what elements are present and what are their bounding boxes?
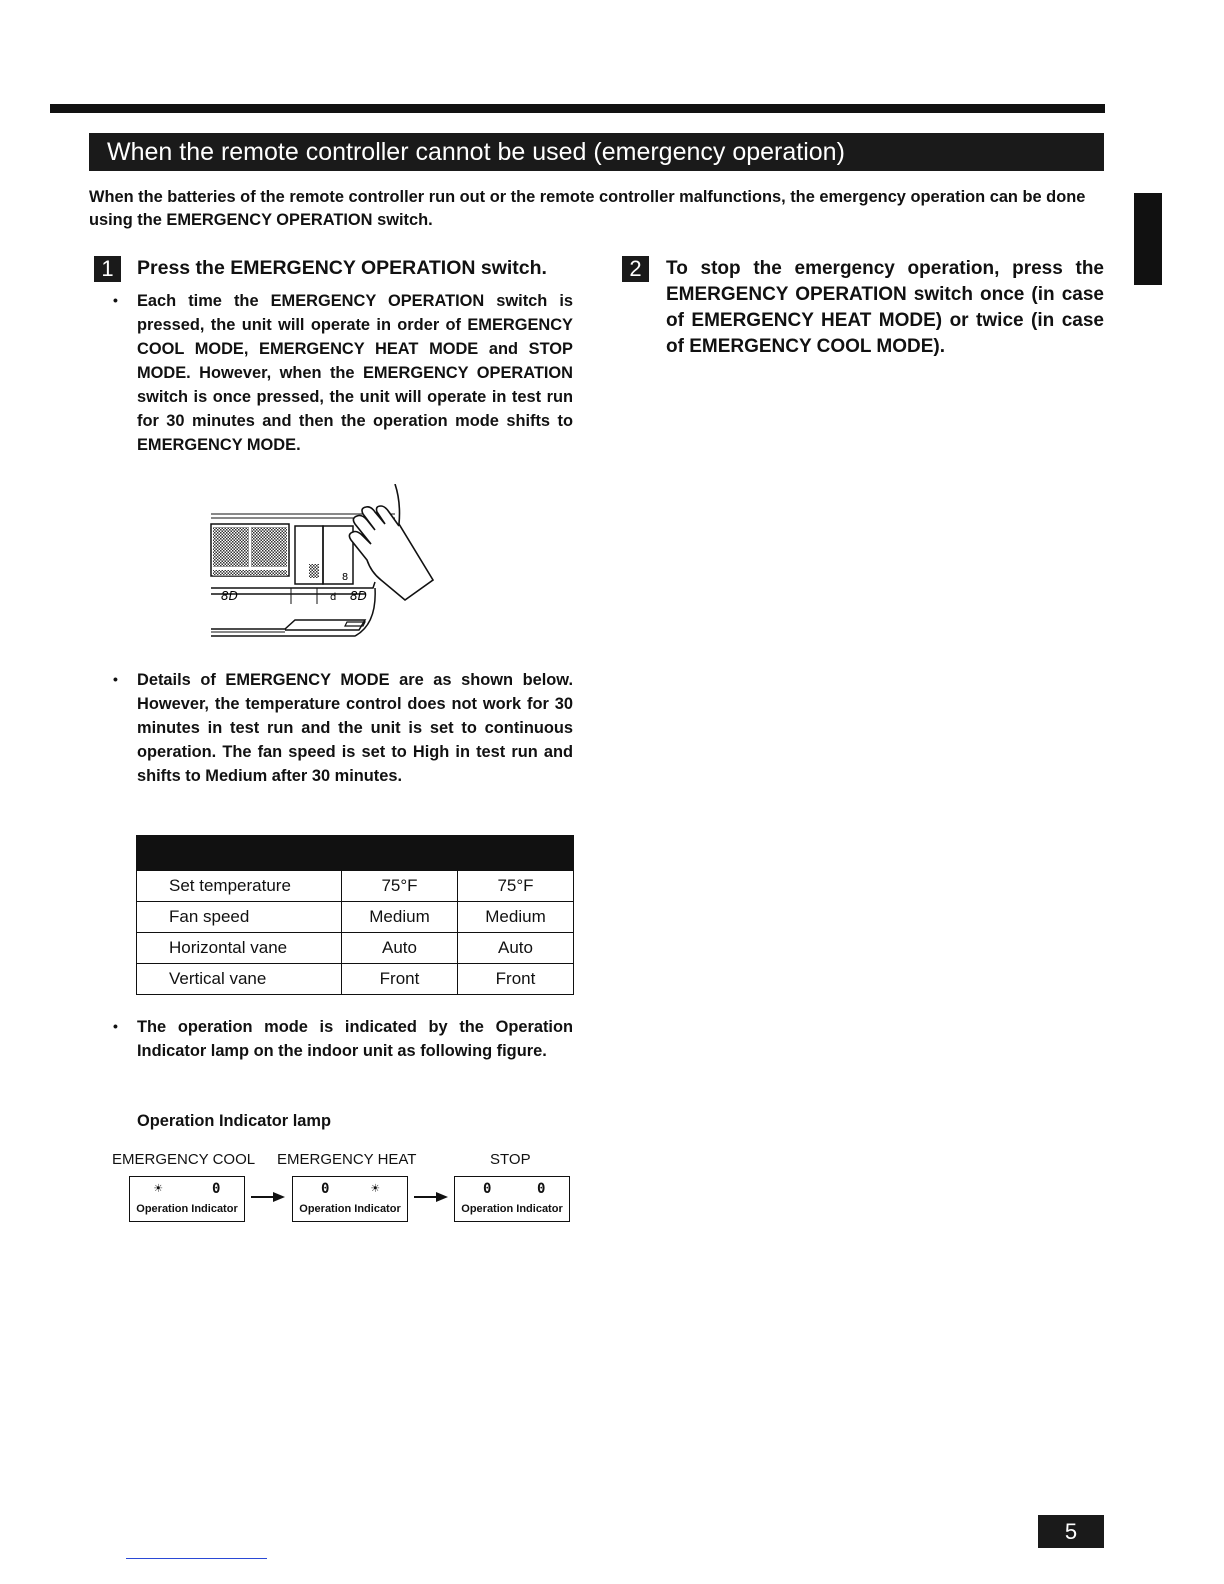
bullet-dot: • <box>113 292 118 308</box>
svg-text:8: 8 <box>341 572 349 583</box>
top-rule <box>50 104 1105 113</box>
emergency-mode-table <box>136 835 574 995</box>
lamp-mode-label: STOP <box>490 1151 531 1168</box>
arrow-right-icon <box>412 1191 450 1203</box>
step-1-bullet-1: Each time the EMERGENCY OPERATION switch is pressed, the unit will operate in order of EMERGENCY COOL MODE, EMERGENCY HEAT MODE and STOP MODE. However, when the EMERGENCY OPERATION switch is once pressed, the unit will operate in test run for 30 minutes and then the operation mode shifts to EMERGENCY MODE. <box>137 292 573 454</box>
table-row <box>137 933 574 964</box>
lamp-caption: Operation Indicator <box>299 1203 401 1215</box>
step-2-text: To stop the emergency operation, press the EMERGENCY OPERATION switch once (in case of EMERGENCY HEAT MODE) or twice (in case of EMERGENCY COOL MODE). <box>666 258 1104 357</box>
lamp-on-icon: ☀ <box>154 1181 163 1197</box>
bullet-dot: • <box>113 671 118 687</box>
page-number: 5 <box>1038 1515 1104 1548</box>
table-row <box>137 902 574 933</box>
lamp-section-title: Operation Indicator lamp <box>137 1112 331 1130</box>
step-1-bullet-3: The operation mode is indicated by the Operation Indicator lamp on the indoor unit as following figure. <box>137 1018 573 1060</box>
table-cell: Front <box>458 964 574 995</box>
svg-text:8D: 8D <box>221 589 238 603</box>
lamp-indicator-cool <box>129 1176 245 1222</box>
table-header-row <box>137 836 574 871</box>
intro-paragraph: When the batteries of the remote controller run out or the remote controller malfunctions, the emergency operation can be done using the EMERGENCY OPERATION switch. <box>89 188 1086 229</box>
blue-underline <box>126 1558 267 1559</box>
lamp-on-icon: ☀ <box>371 1181 380 1197</box>
step-1-bullet-2: Details of EMERGENCY MODE are as shown below. However, the temperature control does not work for 30 minutes in test run and the unit is set to continuous operation. The fan speed is set to High in test run and shifts to Medium after 30 minutes. <box>137 671 573 785</box>
lamp-mode-label: EMERGENCY HEAT <box>277 1151 417 1168</box>
step-2-number: 2 <box>622 256 649 282</box>
svg-text:8D: 8D <box>350 589 367 603</box>
lamp-indicator-stop <box>454 1176 570 1222</box>
table-cell: Auto <box>342 933 458 964</box>
table-row <box>137 964 574 995</box>
indoor-unit-illustration <box>205 484 440 644</box>
bullet-dot: • <box>113 1018 118 1034</box>
lamp-off-icon: 0 <box>537 1181 546 1197</box>
table-cell: Medium <box>342 902 458 933</box>
lamp-caption: Operation Indicator <box>461 1203 563 1215</box>
lamp-off-icon: 0 <box>321 1181 330 1197</box>
table-cell: Vertical vane <box>137 964 342 995</box>
table-cell: Horizontal vane <box>137 933 342 964</box>
lamp-off-icon: 0 <box>483 1181 492 1197</box>
table-cell: Auto <box>458 933 574 964</box>
step-1-title: Press the EMERGENCY OPERATION switch. <box>137 257 547 279</box>
lamp-indicator-heat <box>292 1176 408 1222</box>
table-cell: 75°F <box>342 871 458 902</box>
step-1-number: 1 <box>94 256 121 282</box>
lamp-off-icon: 0 <box>212 1181 221 1197</box>
table-cell: Fan speed <box>137 902 342 933</box>
table-cell: Set temperature <box>137 871 342 902</box>
lamp-mode-label: EMERGENCY COOL <box>112 1151 256 1168</box>
side-tab-marker <box>1134 193 1162 285</box>
arrow-right-icon <box>249 1191 287 1203</box>
svg-text:d: d <box>330 592 337 603</box>
lamp-caption: Operation Indicator <box>136 1203 238 1215</box>
section-title: When the remote controller cannot be used (emergency operation) <box>89 133 1104 171</box>
table-cell: Medium <box>458 902 574 933</box>
table-cell: Front <box>342 964 458 995</box>
table-row <box>137 871 574 902</box>
table-cell: 75°F <box>458 871 574 902</box>
